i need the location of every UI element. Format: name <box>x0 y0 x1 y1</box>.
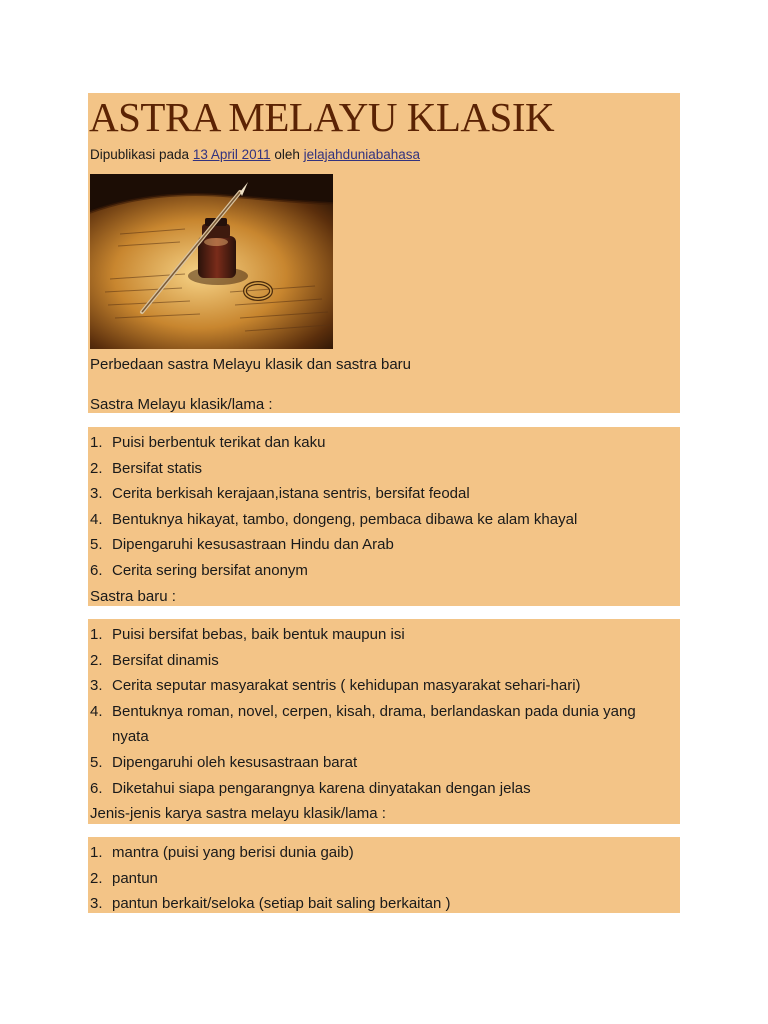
list-number: 3. <box>90 895 103 913</box>
page-title: ASTRA MELAYU KLASIK <box>89 94 555 140</box>
list-number: 1. <box>90 434 103 451</box>
jenis-heading: Jenis-jenis karya sastra melayu klasik/lama : <box>90 805 386 822</box>
article-image <box>90 174 333 349</box>
meta-prefix: Dipublikasi pada <box>90 147 193 162</box>
list-number: 3. <box>90 677 103 695</box>
baru-heading: Sastra baru : <box>90 588 176 605</box>
list-number: 4. <box>90 510 103 528</box>
list-item-text: Bersifat statis <box>112 459 203 477</box>
author-link[interactable]: jelajahduniabahasa <box>303 147 421 162</box>
list-item <box>90 622 670 648</box>
list-item <box>90 776 670 802</box>
list-item <box>90 673 670 699</box>
list-item <box>90 558 670 584</box>
list-item-text: Puisi berbentuk terikat dan kaku <box>112 434 326 451</box>
list-item-text: pantun <box>112 869 158 887</box>
baru-list <box>90 622 670 801</box>
list-item <box>90 648 670 674</box>
list-item <box>90 507 670 533</box>
list-number: 1. <box>90 844 103 861</box>
list-item <box>90 699 670 750</box>
list-item-text: Bentuknya roman, novel, cerpen, kisah, drama, berlandaskan pada dunia yang nyata <box>112 702 636 746</box>
list-number: 5. <box>90 753 103 771</box>
list-item-text: Cerita seputar masyarakat sentris ( kehidupan masyarakat sehari-hari) <box>112 677 581 695</box>
list-number: 1. <box>90 626 103 643</box>
list-item <box>90 456 670 482</box>
list-number: 2. <box>90 869 103 887</box>
intro-paragraph: Perbedaan sastra Melayu klasik dan sastra baru <box>90 356 412 373</box>
klasik-heading: Sastra Melayu klasik/lama : <box>90 396 273 413</box>
list-number: 2. <box>90 459 103 477</box>
list-number: 2. <box>90 651 103 669</box>
list-item-text: pantun berkait/seloka (setiap bait saling berkaitan ) <box>112 895 451 913</box>
list-number: 3. <box>90 485 103 503</box>
list-item <box>90 750 670 776</box>
list-number: 4. <box>90 702 103 720</box>
list-item <box>90 481 670 507</box>
post-date-link[interactable]: 13 April 2011 <box>192 147 271 162</box>
list-number: 5. <box>90 536 103 554</box>
list-item-text: Dipengaruhi oleh kesusastraan barat <box>112 753 358 771</box>
list-item-text: Bentuknya hikayat, tambo, dongeng, pembaca dibawa ke alam khayal <box>112 510 578 528</box>
meta-by: oleh <box>270 147 304 162</box>
list-item-text: Cerita berkisah kerajaan,istana sentris, bersifat feodal <box>112 485 470 503</box>
list-item <box>90 532 670 558</box>
list-item <box>90 891 670 917</box>
list-number: 6. <box>90 779 103 797</box>
post-meta <box>90 146 420 164</box>
jenis-list <box>90 840 670 917</box>
list-item-text: mantra (puisi yang berisi dunia gaib) <box>112 844 354 861</box>
list-item <box>90 840 670 866</box>
list-item-text: Dipengaruhi kesusastraan Hindu dan Arab <box>112 536 394 554</box>
list-item <box>90 430 670 456</box>
list-item-text: Cerita sering bersifat anonym <box>112 561 308 579</box>
list-number: 6. <box>90 561 103 579</box>
list-item <box>90 866 670 892</box>
list-item-text: Diketahui siapa pengarangnya karena dinyatakan dengan jelas <box>112 779 531 797</box>
list-item-text: Puisi bersifat bebas, baik bentuk maupun isi <box>112 626 405 643</box>
klasik-list <box>90 430 670 584</box>
list-item-text: Bersifat dinamis <box>112 651 219 669</box>
